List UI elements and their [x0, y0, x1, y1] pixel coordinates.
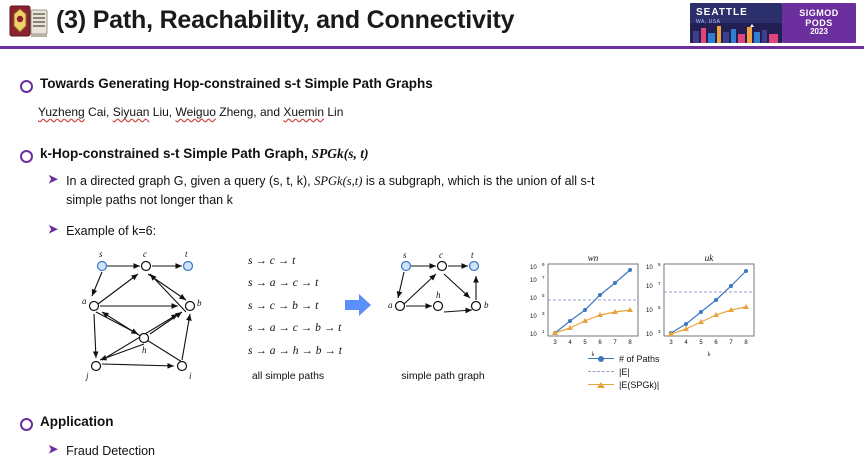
svg-text:4: 4	[684, 340, 688, 346]
legend-item-paths	[588, 352, 660, 365]
svg-text:5: 5	[699, 340, 703, 346]
svg-text:10: 10	[530, 278, 537, 284]
graph-simple-path-graph	[388, 250, 498, 340]
arrow-bullet-icon: ➤	[48, 172, 59, 186]
ring-bullet-icon	[20, 80, 33, 93]
pods-label: PODS	[805, 17, 833, 28]
svg-text:7: 7	[729, 340, 733, 346]
sigmod-badge	[782, 3, 856, 43]
legend-triangle-icon	[597, 382, 605, 388]
page-title: (3) Path, Reachability, and Connectivity	[56, 6, 515, 34]
svg-text:10: 10	[646, 308, 653, 314]
path-item: s → a → h → b → t	[248, 344, 342, 357]
legend-label: |E(SPGk)|	[619, 379, 660, 390]
svg-text:9: 9	[658, 262, 661, 267]
svg-text:3: 3	[542, 311, 545, 316]
legend-item-spg-edges	[588, 378, 660, 391]
svg-text:1: 1	[542, 329, 545, 334]
definition-symbol: SPGk(s, t)	[311, 146, 369, 161]
svg-text:a: a	[82, 296, 87, 306]
svg-text:h: h	[436, 290, 441, 300]
sub1-pre: In a directed graph G, given a query (s, t, k),	[66, 174, 315, 188]
caption-simple-path-graph: simple path graph	[401, 370, 485, 382]
bullet-definition-text	[40, 146, 369, 162]
sub1-post: is a subgraph, which is the union of all s-t simple paths not longer than k	[66, 174, 595, 208]
seattle-sublabel: WA, USA	[696, 19, 721, 25]
caption-all-simple-paths: all simple paths	[251, 370, 325, 382]
legend-item-edges	[588, 365, 660, 378]
svg-text:10: 10	[530, 265, 537, 271]
conference-logos	[690, 3, 858, 43]
svg-text:8: 8	[628, 340, 632, 346]
ring-bullet-icon	[20, 150, 33, 163]
sub1-symbol: SPGk(s,t)	[314, 174, 363, 188]
chart-wn	[528, 252, 644, 360]
legend-line-icon	[588, 358, 614, 359]
path-item: s → c → t	[248, 255, 296, 267]
svg-text:5: 5	[658, 305, 661, 310]
svg-text:10: 10	[646, 284, 653, 290]
bullet-paper-title-text: Towards Generating Hop-constrained s-t Simple Path Graphs	[40, 76, 433, 91]
svg-text:a: a	[388, 300, 393, 310]
simple-path-list	[248, 250, 342, 362]
svg-text:8: 8	[744, 340, 748, 346]
svg-text:3: 3	[658, 329, 661, 334]
chart-uk	[644, 252, 760, 360]
svg-text:5: 5	[542, 293, 545, 298]
seattle-label: SEATTLE	[696, 7, 748, 18]
author-list: Yuzheng Cai, Siyuan Liu, Weiguo Zheng, and Xuemin Lin	[38, 105, 344, 119]
seattle-badge	[690, 3, 782, 43]
header-divider	[0, 46, 864, 49]
bullet-application-text: Application	[40, 414, 114, 429]
legend-label: |E|	[619, 366, 630, 377]
sigmod-label: SIGMOD	[799, 8, 839, 19]
legend-label: # of Paths	[619, 353, 660, 364]
ring-bullet-icon	[20, 418, 33, 431]
bullet-application	[20, 414, 114, 431]
path-item: s → c → b → t	[248, 299, 319, 312]
transform-arrow-icon	[345, 292, 371, 318]
legend-orange-line-icon	[588, 384, 614, 385]
svg-text:k: k	[707, 352, 711, 358]
svg-text:h: h	[142, 345, 147, 355]
svg-text:c: c	[143, 249, 147, 259]
svg-text:10: 10	[646, 265, 653, 271]
svg-text:6: 6	[714, 340, 718, 346]
svg-text:7: 7	[542, 275, 545, 280]
sub-bullet-definition-text	[66, 172, 608, 211]
svg-text:s: s	[403, 250, 407, 260]
svg-text:9: 9	[542, 262, 545, 267]
svg-text:i: i	[189, 371, 192, 381]
svg-text:4: 4	[568, 340, 572, 346]
svg-text:b: b	[197, 298, 202, 308]
university-crest-icon	[8, 4, 50, 42]
svg-text:s: s	[99, 249, 103, 259]
sub-bullet-definition	[48, 172, 608, 211]
svg-text:j: j	[86, 371, 89, 381]
definition-prefix: k-Hop-constrained s-t Simple Path Graph,	[40, 146, 312, 161]
arrow-bullet-icon: ➤	[48, 442, 59, 456]
year-label: 2023	[810, 27, 828, 37]
path-item: s → a → c → t	[248, 277, 319, 290]
svg-text:10: 10	[530, 314, 537, 320]
svg-text:c: c	[439, 250, 443, 260]
bullet-definition	[20, 146, 369, 163]
graph-all-simple-paths	[78, 248, 218, 388]
sub-bullet-fraud-detection	[48, 442, 155, 461]
svg-text:6: 6	[598, 340, 602, 346]
svg-text:5: 5	[583, 340, 587, 346]
svg-text:7: 7	[613, 340, 617, 346]
svg-text:10: 10	[530, 332, 537, 338]
svg-text:3: 3	[669, 340, 673, 346]
sub-bullet-example	[48, 222, 156, 241]
sub-bullet-fraud-detection-text: Fraud Detection	[66, 444, 155, 458]
svg-text:3: 3	[553, 340, 557, 346]
svg-text:uk: uk	[704, 253, 714, 263]
legend-dot-icon	[598, 356, 604, 362]
svg-text:10: 10	[646, 332, 653, 338]
sub-bullet-example-text: Example of k=6:	[66, 224, 157, 238]
svg-text:wn: wn	[587, 253, 599, 263]
svg-text:t: t	[185, 249, 188, 259]
svg-text:k: k	[591, 352, 595, 358]
svg-text:7: 7	[658, 281, 661, 286]
arrow-bullet-icon: ➤	[48, 222, 59, 236]
legend-dashed-line-icon	[588, 371, 614, 372]
slide-header	[0, 0, 864, 46]
path-item: s → a → c → b → t	[248, 322, 342, 335]
bullet-paper-title	[20, 76, 433, 93]
svg-text:t: t	[471, 250, 474, 260]
chart-legend	[588, 352, 660, 391]
svg-text:b: b	[484, 300, 489, 310]
svg-text:10: 10	[530, 296, 537, 302]
